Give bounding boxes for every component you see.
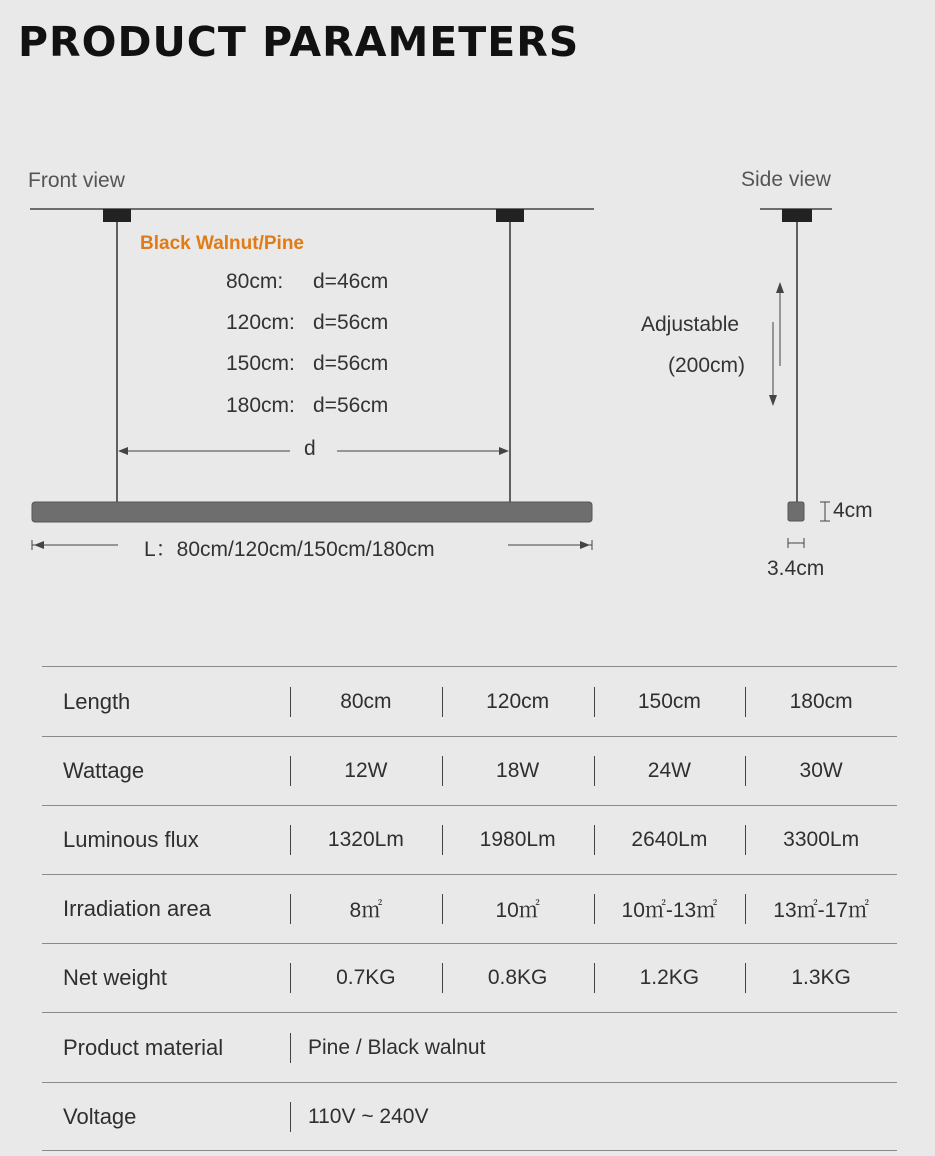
table-cell: 10㎡ [442,894,594,924]
adjust-arrowhead-up [776,282,784,293]
spec-d-180: d=56cm [313,394,389,417]
table-cell: 120cm [442,690,594,714]
row-label: Net weight [63,965,167,990]
adjustable-label: Adjustable [641,313,740,336]
side-canopy [782,209,812,222]
table-cell: 0.7KG [290,966,442,990]
row-label: Product material [63,1034,224,1060]
table-cell: 30W [745,759,897,783]
spec-size-150: 150cm: [226,352,295,375]
adjust-arrowhead-down [769,395,777,406]
spec-d-150: d=56cm [313,352,389,375]
table-row-irradiation-area [42,874,897,943]
table-row-length [42,666,897,736]
adjustable-value: (200cm) [668,354,746,377]
table-row-product-material [42,1012,897,1082]
table-cell: 1.3KG [745,966,897,990]
table-row-net-weight [42,943,897,1012]
l-arrowhead-right [580,541,590,549]
front-canopy-left [103,209,131,222]
d-dimension-label: d [298,437,322,461]
table-cell: 180cm [745,690,897,714]
parameters-table [42,666,897,1151]
side-view-label: Side view [741,168,831,191]
side-height-label: 4cm [833,499,873,522]
table-cell: 1980Lm [442,828,594,852]
front-canopy-right [496,209,524,222]
row-label: Wattage [63,758,145,783]
table-cell: 0.8KG [442,966,594,990]
spec-d-120: d=56cm [313,311,389,334]
page-title: PRODUCT PARAMETERS [18,18,580,66]
table-cell: 8㎡ [290,894,442,924]
l-arrowhead-left [34,541,44,549]
row-label: Luminous flux [63,827,199,852]
table-row-voltage [42,1082,897,1151]
front-lamp-body [32,502,592,522]
table-cell: 150cm [594,690,746,714]
table-cell: 1320Lm [290,828,442,852]
side-width-label: 3.4cm [767,557,825,580]
table-cell: Pine / Black walnut [290,1036,897,1060]
table-cell: 1.2KG [594,966,746,990]
spec-size-120: 120cm: [226,311,295,334]
table-cell: 110V ~ 240V [290,1105,897,1129]
d-arrowhead-right [499,447,509,455]
material-heading: Black Walnut/Pine [140,233,304,254]
table-cell: 13㎡-17㎡ [745,894,897,924]
table-cell: 80cm [290,690,442,714]
length-dimension-label: L：80cm/120cm/150cm/180cm [138,533,441,563]
spec-size-80: 80cm: [226,270,284,293]
spec-d-80: d=46cm [313,270,389,293]
row-label: Irradiation area [63,896,211,921]
table-row-luminous-flux [42,805,897,874]
table-cell: 18W [442,759,594,783]
table-cell: 24W [594,759,746,783]
row-label: Length [63,688,131,714]
table-row-wattage [42,736,897,805]
table-cell: 2640Lm [594,828,746,852]
table-cell: 3300Lm [745,828,897,852]
side-lamp-body [788,502,804,521]
table-cell: 12W [290,759,442,783]
front-view-label: Front view [28,169,125,192]
spec-size-180: 180cm: [226,394,295,417]
table-cell: 10㎡-13㎡ [594,894,746,924]
d-arrowhead-left [118,447,128,455]
row-label: Voltage [63,1103,137,1129]
